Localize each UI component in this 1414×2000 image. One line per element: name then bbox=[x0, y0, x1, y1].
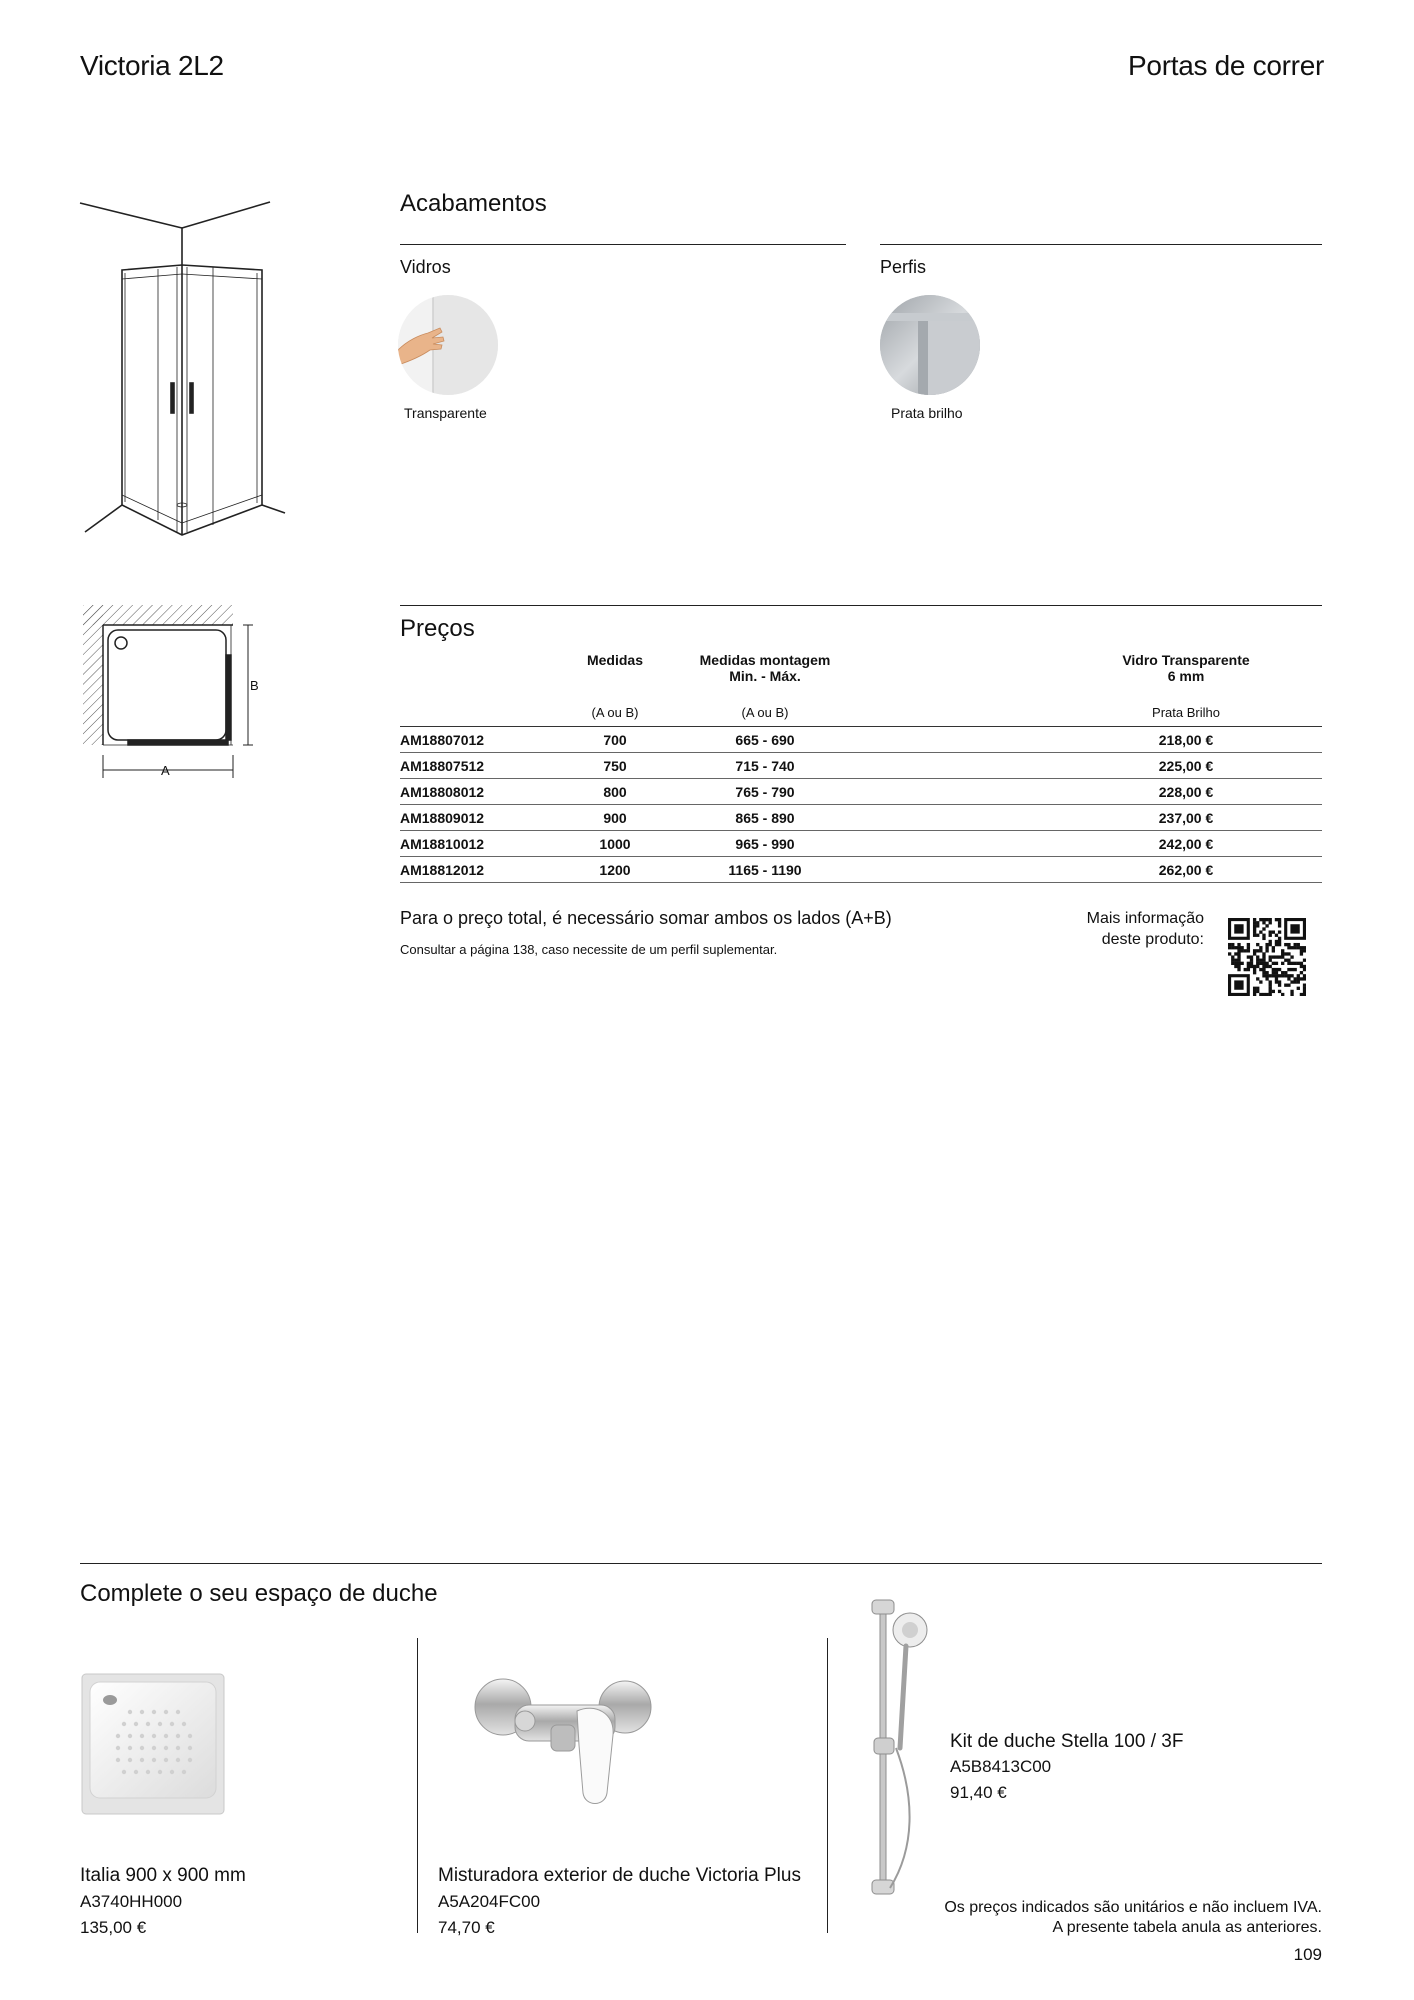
glass-swatch-transparente bbox=[398, 295, 498, 395]
shower-tray-image[interactable] bbox=[80, 1672, 226, 1816]
price-table bbox=[400, 652, 1322, 883]
product-code: AM18812012 bbox=[400, 857, 560, 883]
table-row bbox=[400, 805, 1322, 831]
product-code: AM18809012 bbox=[400, 805, 560, 831]
price: 262,00 € bbox=[1050, 857, 1322, 883]
table-row bbox=[400, 857, 1322, 883]
product-name[interactable]: Kit de duche Stella 100 / 3F bbox=[950, 1731, 1184, 1752]
product-price: 135,00 € bbox=[80, 1918, 147, 1937]
profile-swatch-prata-brilho bbox=[880, 295, 980, 395]
montagem: 965 - 990 bbox=[670, 831, 860, 857]
shower-kit-image[interactable] bbox=[860, 1598, 930, 1898]
price-note: Para o preço total, é necessário somar ambos os lados (A+B) bbox=[400, 908, 892, 928]
disclaimer-line1: Os preços indicados são unitários e não incluem IVA. bbox=[944, 1899, 1322, 1916]
montagem: 1165 - 1190 bbox=[670, 857, 860, 883]
price: 218,00 € bbox=[1050, 727, 1322, 753]
product-price: 74,70 € bbox=[438, 1918, 495, 1937]
medida: 700 bbox=[560, 727, 670, 753]
profile-finish-icon bbox=[880, 295, 980, 395]
price: 242,00 € bbox=[1050, 831, 1322, 857]
montagem: 665 - 690 bbox=[670, 727, 860, 753]
vidros-label: Vidros bbox=[400, 257, 451, 277]
montagem: 715 - 740 bbox=[670, 753, 860, 779]
more-info-line2: deste produto: bbox=[1101, 931, 1204, 948]
divider bbox=[400, 244, 846, 245]
qr-code[interactable] bbox=[1228, 918, 1306, 996]
header-montagem-line1: Medidas montagem bbox=[699, 652, 831, 668]
price-subnote: Consultar a página 138, caso necessite de um perfil suplementar. bbox=[400, 942, 778, 957]
shower-enclosure-illustration bbox=[75, 195, 295, 540]
disclaimer bbox=[944, 1898, 1322, 1938]
header-vidro-line1: Vidro Transparente bbox=[1122, 652, 1250, 668]
divider bbox=[880, 244, 1322, 245]
price: 228,00 € bbox=[1050, 779, 1322, 805]
dimension-label-a: A bbox=[161, 763, 170, 778]
medida: 800 bbox=[560, 779, 670, 805]
complete-title: Complete o seu espaço de duche bbox=[80, 1580, 438, 1607]
price: 225,00 € bbox=[1050, 753, 1322, 779]
medida: 1000 bbox=[560, 831, 670, 857]
table-row bbox=[400, 753, 1322, 779]
vidros-option-label: Transparente bbox=[404, 405, 487, 421]
header-vidro-line2: 6 mm bbox=[1167, 668, 1205, 684]
table-subheader-row bbox=[400, 684, 1322, 727]
table-row bbox=[400, 727, 1322, 753]
divider bbox=[400, 605, 1322, 606]
product-code: AM18808012 bbox=[400, 779, 560, 805]
medida: 1200 bbox=[560, 857, 670, 883]
acabamentos-title: Acabamentos bbox=[400, 190, 547, 217]
subheader-montagem: (A ou B) bbox=[670, 684, 860, 727]
perfis-label: Perfis bbox=[880, 257, 927, 277]
section-title: Portas de correr bbox=[1128, 50, 1324, 81]
disclaimer-line2: A presente tabela anula as anteriores. bbox=[1052, 1919, 1322, 1936]
column-divider bbox=[417, 1638, 418, 1933]
montagem: 765 - 790 bbox=[670, 779, 860, 805]
page-title: Victoria 2L2 bbox=[80, 50, 224, 81]
product-code: A5A204FC00 bbox=[438, 1892, 541, 1911]
product-code: A5B8413C00 bbox=[950, 1757, 1052, 1776]
product-code: AM18807512 bbox=[400, 753, 560, 779]
header-montagem-line2: Min. - Máx. bbox=[729, 668, 801, 684]
price: 237,00 € bbox=[1050, 805, 1322, 831]
table-header-row bbox=[400, 652, 1322, 684]
product-name[interactable]: Misturadora exterior de duche Victoria Plus bbox=[438, 1865, 801, 1886]
divider bbox=[80, 1563, 1322, 1564]
header-vidro bbox=[1050, 652, 1322, 684]
more-info-text bbox=[1087, 908, 1204, 950]
header-montagem bbox=[670, 652, 860, 684]
shower-mixer-image[interactable] bbox=[465, 1665, 665, 1835]
table-row bbox=[400, 831, 1322, 857]
more-info-line1: Mais informação bbox=[1086, 910, 1204, 927]
dimension-label-b: B bbox=[250, 678, 259, 693]
qr-code-graphic bbox=[1228, 918, 1306, 996]
product-price: 91,40 € bbox=[950, 1783, 1007, 1802]
product-code: A3740HH000 bbox=[80, 1892, 183, 1911]
subheader-vidro: Prata Brilho bbox=[1050, 684, 1322, 727]
table-row bbox=[400, 779, 1322, 805]
perfis-option-label: Prata brilho bbox=[891, 405, 963, 421]
subheader-medidas: (A ou B) bbox=[560, 684, 670, 727]
montagem: 865 - 890 bbox=[670, 805, 860, 831]
medida: 750 bbox=[560, 753, 670, 779]
hand-on-glass-icon bbox=[398, 295, 498, 395]
product-code: AM18807012 bbox=[400, 727, 560, 753]
column-divider bbox=[827, 1638, 828, 1933]
plan-view-diagram bbox=[78, 600, 268, 785]
page-number: 109 bbox=[1293, 1945, 1322, 1964]
product-name[interactable]: Italia 900 x 900 mm bbox=[80, 1865, 246, 1886]
precos-title: Preços bbox=[400, 615, 475, 642]
medida: 900 bbox=[560, 805, 670, 831]
product-code: AM18810012 bbox=[400, 831, 560, 857]
header-medidas: Medidas bbox=[586, 652, 643, 668]
